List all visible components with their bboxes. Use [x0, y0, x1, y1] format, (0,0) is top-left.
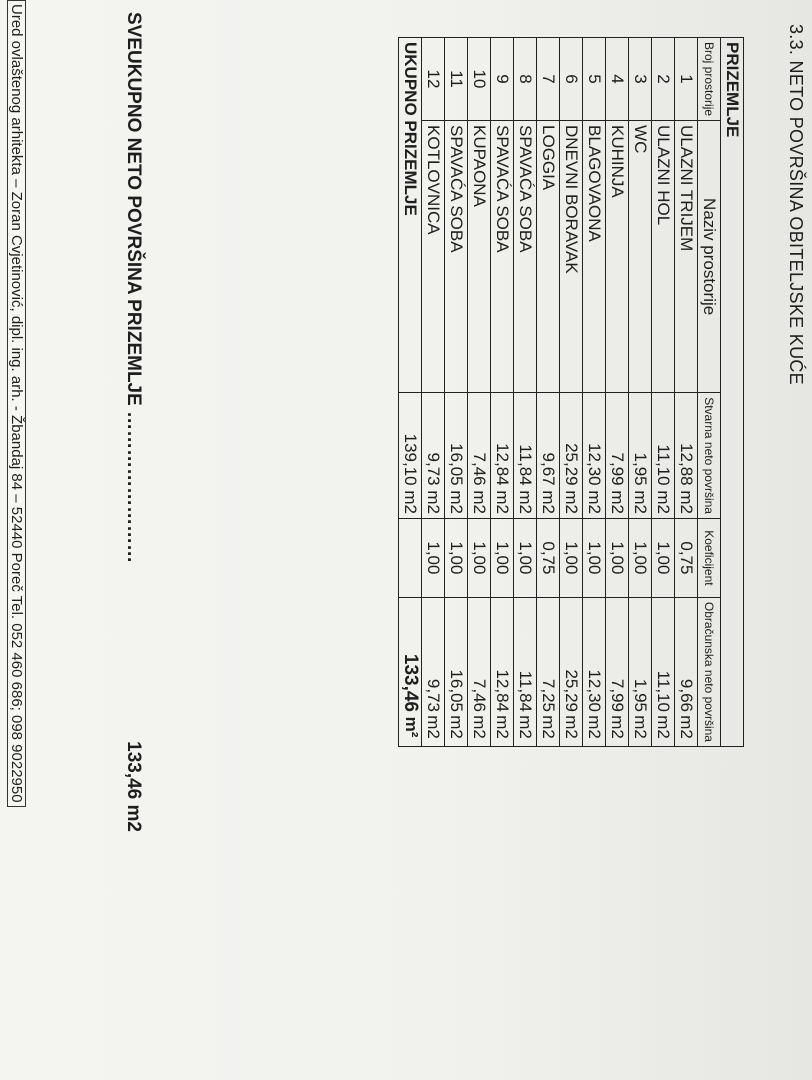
room-name: KOTLOVNICA: [422, 121, 445, 393]
table-row: [514, 38, 537, 747]
footer-stamp: Ured ovlaštenog arhitekta – Zoran Cvjetinović, dipl. ing. arh. - Žbandaj 84 – 52440 Poreč Tel. 052 460 686; 098 9022950: [7, 0, 26, 807]
area-table: [398, 37, 744, 747]
table-row: [675, 38, 698, 747]
room-unit: m2: [516, 715, 535, 739]
room-name: BLAGOVAONA: [583, 121, 606, 393]
room-koeficijent: 1,00: [606, 518, 629, 597]
room-stvarna: 7,99 m2: [606, 393, 629, 519]
room-name: ULAZNI TRIJEM: [675, 121, 698, 393]
table-row: [560, 38, 583, 747]
room-name: SPAVAĆA SOBA: [514, 121, 537, 393]
document-title: 3.3. NETO POVRŠINA OBITELJSKE KUĆE: [786, 24, 806, 385]
room-number: 2: [652, 38, 675, 121]
room-koeficijent: 1,00: [445, 518, 468, 597]
room-stvarna: 9,67 m2: [537, 393, 560, 519]
room-name: SPAVAĆA SOBA: [491, 121, 514, 393]
header-koeficijent: Koeficijent: [698, 518, 721, 597]
room-koeficijent: 1,00: [560, 518, 583, 597]
room-stvarna: 11,84 m2: [514, 393, 537, 519]
table-row: [491, 38, 514, 747]
room-number: 12: [422, 38, 445, 121]
room-name: SPAVAĆA SOBA: [445, 121, 468, 393]
room-number: 4: [606, 38, 629, 121]
header-obracunska: Obračunska neto površina: [698, 597, 721, 746]
room-unit: m2: [493, 715, 512, 739]
room-number: 6: [560, 38, 583, 121]
header-broj: Broj prostorije: [698, 38, 721, 121]
room-obracunska-cell: [491, 597, 514, 746]
room-obracunska: 11,84: [516, 670, 535, 712]
total-stvarna: 139,10 m2: [399, 393, 422, 519]
room-obracunska-cell: [514, 597, 537, 746]
table-row: [629, 38, 652, 747]
total-row: [399, 38, 422, 747]
room-koeficijent: 1,00: [583, 518, 606, 597]
room-obracunska-cell: [652, 597, 675, 746]
room-koeficijent: 1,00: [514, 518, 537, 597]
total-koef-cell: [399, 518, 422, 597]
room-obracunska-cell: [560, 597, 583, 746]
room-number: 5: [583, 38, 606, 121]
room-stvarna: 9,73 m2: [422, 393, 445, 519]
room-number: 8: [514, 38, 537, 121]
total-obracunska-cell: [399, 597, 422, 746]
room-koeficijent: 0,75: [675, 518, 698, 597]
room-name: KUPAONA: [468, 121, 491, 393]
room-stvarna: 12,30 m2: [583, 393, 606, 519]
room-stvarna: 1,95 m2: [629, 393, 652, 519]
room-unit: m2: [585, 715, 604, 739]
summary-label: SVEUKUPNO NETO POVRŠINA PRIZEMLJE ……………………: [123, 12, 144, 564]
total-obracunska: 133,46: [400, 653, 421, 712]
room-unit: m2: [677, 715, 696, 739]
room-obracunska-cell: [675, 597, 698, 746]
room-obracunska-cell: [537, 597, 560, 746]
room-koeficijent: 1,00: [468, 518, 491, 597]
room-number: 1: [675, 38, 698, 121]
room-stvarna: 16,05 m2: [445, 393, 468, 519]
room-name: KUHINJA: [606, 121, 629, 393]
table-row: [583, 38, 606, 747]
room-obracunska-cell: [445, 597, 468, 746]
room-stvarna: 11,10 m2: [652, 393, 675, 519]
table-row: [537, 38, 560, 747]
room-unit: m2: [562, 715, 581, 739]
room-obracunska-cell: [422, 597, 445, 746]
table-row: [468, 38, 491, 747]
room-number: 9: [491, 38, 514, 121]
section-heading: PRIZEMLJE: [721, 38, 744, 747]
room-stvarna: 12,84 m2: [491, 393, 514, 519]
table-row: [652, 38, 675, 747]
room-name: ULAZNI HOL: [652, 121, 675, 393]
room-koeficijent: 1,00: [491, 518, 514, 597]
room-obracunska: 16,05: [447, 669, 466, 712]
room-unit: m2: [631, 715, 650, 739]
header-stvarna: Stvarna neto površina: [698, 393, 721, 519]
room-number: 11: [445, 38, 468, 121]
total-label: UKUPNO PRIZEMLJE: [399, 38, 422, 393]
room-obracunska: 9,73: [424, 678, 443, 712]
room-number: 3: [629, 38, 652, 121]
room-obracunska-cell: [583, 597, 606, 746]
room-koeficijent: 1,00: [629, 518, 652, 597]
room-number: 7: [537, 38, 560, 121]
room-obracunska: 12,84: [493, 669, 512, 712]
room-stvarna: 7,46 m2: [468, 393, 491, 519]
room-koeficijent: 1,00: [652, 518, 675, 597]
total-unit: m²: [402, 716, 421, 738]
room-name: DNEVNI BORAVAK: [560, 121, 583, 393]
room-obracunska: 7,99: [608, 678, 627, 712]
room-name: LOGGIA: [537, 121, 560, 393]
room-stvarna: 25,29 m2: [560, 393, 583, 519]
room-koeficijent: 0,75: [537, 518, 560, 597]
header-naziv: Naziv prostorije: [698, 121, 721, 393]
room-unit: m2: [470, 715, 489, 739]
room-unit: m2: [539, 715, 558, 739]
room-obracunska: 7,25: [539, 678, 558, 712]
table-row: [606, 38, 629, 747]
table-row: [445, 38, 468, 747]
room-number: 10: [468, 38, 491, 121]
room-obracunska-cell: [629, 597, 652, 746]
room-obracunska: 9,66: [677, 678, 696, 712]
room-obracunska-cell: [606, 597, 629, 746]
room-unit: m2: [654, 715, 673, 739]
room-obracunska: 25,29: [562, 669, 581, 712]
room-obracunska: 12,30: [585, 669, 604, 712]
summary-value: 133,46 m2: [123, 741, 144, 832]
room-obracunska: 7,46: [470, 678, 489, 712]
room-unit: m2: [424, 715, 443, 739]
room-koeficijent: 1,00: [422, 518, 445, 597]
summary-line: [122, 12, 144, 832]
room-unit: m2: [447, 715, 466, 739]
room-obracunska: 11,10: [654, 670, 673, 712]
room-obracunska-cell: [468, 597, 491, 746]
room-unit: m2: [608, 715, 627, 739]
table-row: [422, 38, 445, 747]
room-obracunska: 1,95: [631, 678, 650, 712]
room-stvarna: 12,88 m2: [675, 393, 698, 519]
room-name: WC: [629, 121, 652, 393]
